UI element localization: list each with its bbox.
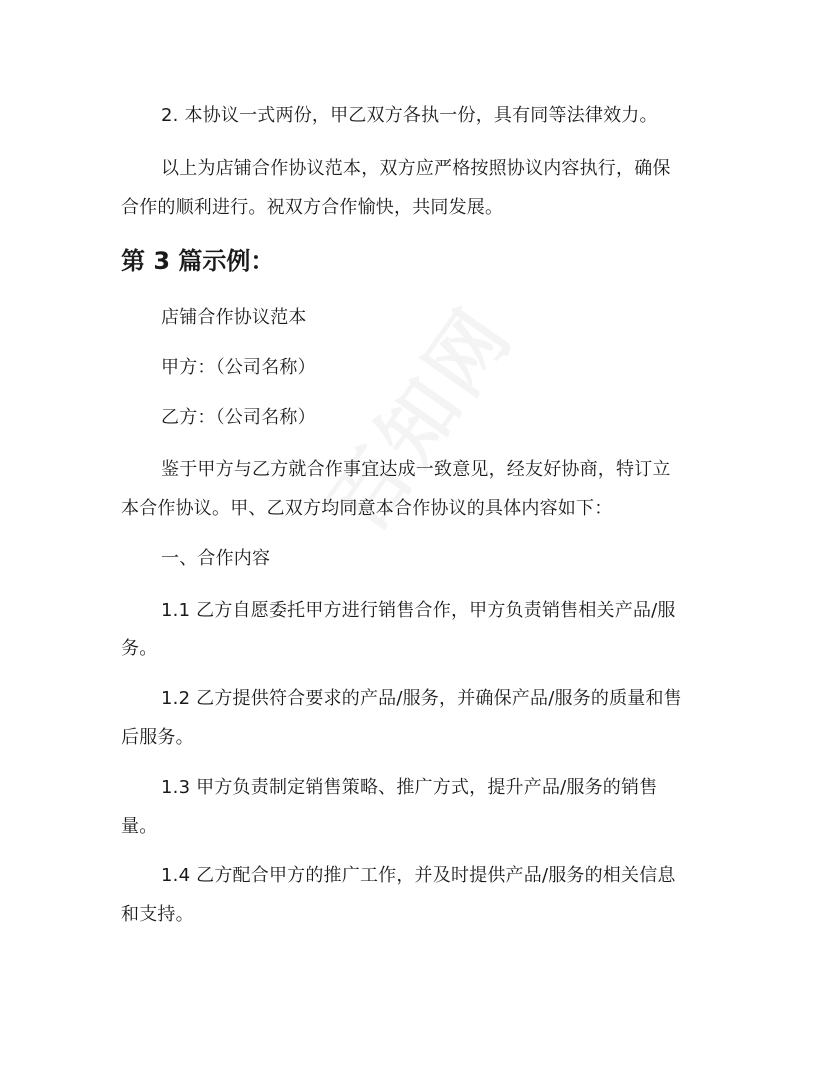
party-a-line: 甲方：（公司名称） — [161, 357, 316, 378]
example-heading: 第 3 篇示例： — [121, 247, 275, 275]
party-b-line: 乙方：（公司名称） — [161, 407, 316, 428]
closing-paragraph-line-1: 以上为店铺合作协议范本，双方应严格按照协议内容执行，确保 — [161, 158, 671, 179]
clause-1-4-line-2: 和支持。 — [121, 904, 194, 925]
intro-paragraph-line-2: 本合作协议。甲、乙双方均同意本合作协议的具体内容如下： — [121, 498, 613, 519]
intro-paragraph-line-1: 鉴于甲方与乙方就合作事宜达成一致意见，经友好协商，特订立 — [161, 459, 671, 480]
clause-1-1-line-1: 1.1 乙方自愿委托甲方进行销售合作，甲方负责销售相关产品/服 — [161, 600, 676, 621]
closing-paragraph-line-2: 合作的顺利进行。祝双方合作愉快，共同发展。 — [121, 197, 504, 218]
section-1-heading: 一、合作内容 — [161, 548, 271, 569]
clause-2-text: 2. 本协议一式两份，甲乙双方各执一份，具有同等法律效力。 — [161, 105, 658, 126]
clause-1-2-line-1: 1.2 乙方提供符合要求的产品/服务，并确保产品/服务的质量和售 — [161, 688, 682, 709]
clause-1-3-line-1: 1.3 甲方负责制定销售策略、推广方式，提升产品/服务的销售 — [161, 777, 658, 798]
clause-1-4-line-1: 1.4 乙方配合甲方的推广工作，并及时提供产品/服务的相关信息 — [161, 865, 676, 886]
clause-1-3-line-2: 量。 — [121, 816, 158, 837]
clause-1-1-line-2: 务。 — [121, 638, 158, 659]
agreement-title: 店铺合作协议范本 — [161, 307, 307, 328]
clause-1-2-line-2: 后服务。 — [121, 727, 194, 748]
